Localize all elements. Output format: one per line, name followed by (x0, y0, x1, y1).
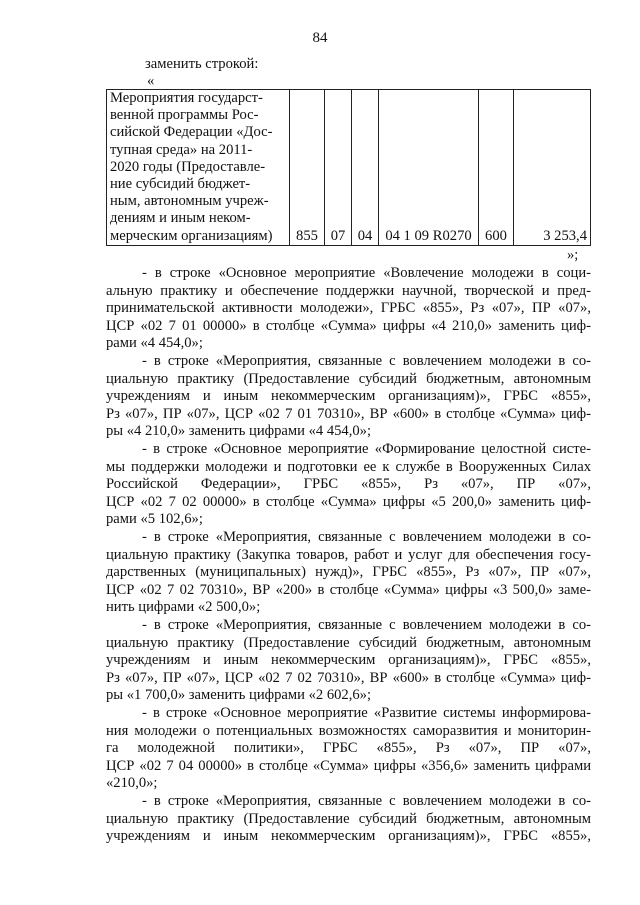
paragraph-line: учреждениям и иным некоммерческим организациям)», ГРБС «855», (106, 828, 591, 845)
paragraph-line: - в строке «Основное мероприятие «Развитие системы информирова- (142, 705, 591, 721)
rz-cell: 07 (325, 90, 352, 246)
program-name-line: 2020 годы (Предоставле- (110, 158, 266, 175)
paragraph-line: «210,0»; (106, 775, 158, 792)
amendment-paragraph (106, 705, 591, 793)
paragraph-line: циальную практику (Закупка товаров, работ и услуг для обеспечения госу- (106, 546, 591, 563)
paragraph-line: альную практику и обеспечение поддержки научной, творческой и пред- (106, 282, 591, 299)
amendment-paragraph (106, 793, 591, 846)
paragraph-line: ния молодежи о потенциальных возможностях саморазвития и мониторин- (106, 722, 591, 739)
program-name-line: мерческим организациям) (110, 227, 273, 244)
program-name-line: дениям и иным неком- (110, 210, 251, 227)
amendment-paragraph (106, 265, 591, 353)
paragraph-line: ЦСР «02 7 02 00000» в столбце «Сумма» цифры «5 200,0» заменить циф- (106, 493, 591, 510)
paragraph-line: учреждениям и иным некоммерческим организациям)», ГРБС «855», (106, 652, 591, 669)
paragraph-line: - в строке «Мероприятия, связанные с вовлечением молодежи в со- (142, 529, 591, 545)
csr-cell: 04 1 09 R0270 (379, 90, 479, 246)
paragraph-line: дарственных (муниципальных) нужд)», ГРБС «855», Рз «07», ПР «07», (106, 564, 591, 581)
paragraph-line: Рз «07», ПР «07», ЦСР «02 7 02 70310», ВР «600» в столбце «Сумма» циф- (106, 669, 591, 686)
lead-text: заменить строкой: (145, 56, 259, 72)
program-name-line: тупная среда» на 2011- (110, 141, 253, 158)
paragraph-line: - в строке «Основное мероприятие «Формирование целостной систе- (142, 441, 591, 457)
program-name-line: сийской Федерации «Дос- (110, 124, 273, 141)
program-name-line: ным, автономным учреж- (110, 193, 269, 210)
paragraph-line: Рз «07», ПР «07», ЦСР «02 7 01 70310», ВР «600» в столбце «Сумма» циф- (106, 405, 591, 422)
budget-table (106, 89, 591, 246)
paragraph-line: га молодежной политики», ГРБС «855», Рз «07», ПР «07», (106, 740, 591, 757)
table-row (107, 90, 591, 246)
paragraph-line: учреждениям и иным некоммерческим организациям)», ГРБС «855», (106, 388, 591, 405)
sum-cell: 3 253,4 (514, 90, 591, 246)
paragraph-line: ры «1 700,0» заменить цифрами «2 602,6»; (106, 687, 372, 704)
paragraph-line: ЦСР «02 7 04 00000» в столбце «Сумма» цифры «356,6» заменить цифрами (106, 757, 591, 774)
paragraph-line: циальную практику (Предоставление субсидий бюджетным, автономным (106, 634, 591, 651)
amendment-paragraph (106, 441, 591, 529)
vr-cell: 600 (479, 90, 514, 246)
paragraph-line: рами «5 102,6»; (106, 511, 203, 528)
opening-quote: « (147, 73, 155, 89)
paragraph-line: - в строке «Мероприятия, связанные с вовлечением молодежи в со- (142, 617, 591, 633)
paragraph-line: Российской Федерации», ГРБС «855», Рз «07», ПР «07», (106, 476, 591, 493)
program-name-line: Мероприятия государст- (110, 90, 263, 106)
closing-quote: »; (567, 247, 579, 263)
paragraph-line: нить цифрами «2 500,0»; (106, 599, 261, 616)
paragraph-line: ЦСР «02 7 01 00000» в столбце «Сумма» цифры «4 210,0» заменить циф- (106, 317, 591, 334)
paragraph-line: ры «4 210,0» заменить цифрами «4 454,0»; (106, 423, 372, 440)
paragraph-line: циальную практику (Предоставление субсидий бюджетным, автономным (106, 370, 591, 387)
paragraph-line: принимательской активности молодежи», ГРБС «855», Рз «07», ПР «07», (106, 300, 591, 317)
amendment-paragraph (106, 529, 591, 617)
page-number: 84 (312, 30, 328, 46)
paragraph-line: - в строке «Мероприятия, связанные с вовлечением молодежи в со- (142, 353, 591, 369)
program-name-cell (107, 90, 290, 246)
paragraph-line: ЦСР «02 7 02 70310», ВР «200» в столбце «Сумма» цифры «3 500,0» заме- (106, 581, 591, 598)
amendment-paragraph (106, 617, 591, 705)
paragraph-line: - в строке «Мероприятия, связанные с вовлечением молодежи в со- (142, 793, 591, 809)
paragraph-line: рами «4 454,0»; (106, 335, 203, 352)
paragraph-line: мы поддержки молодежи и подготовки ее к службе в Вооруженных Силах (106, 458, 591, 475)
pr-cell: 04 (352, 90, 379, 246)
grbs-cell: 855 (290, 90, 325, 246)
paragraph-line: - в строке «Основное мероприятие «Вовлечение молодежи в соци- (142, 265, 591, 281)
amendment-paragraph (106, 353, 591, 441)
program-name-line: венной программы Рос- (110, 107, 259, 124)
program-name-line: ние субсидий бюджет- (110, 176, 251, 193)
paragraph-line: циальную практику (Предоставление субсидий бюджетным, автономным (106, 810, 591, 827)
